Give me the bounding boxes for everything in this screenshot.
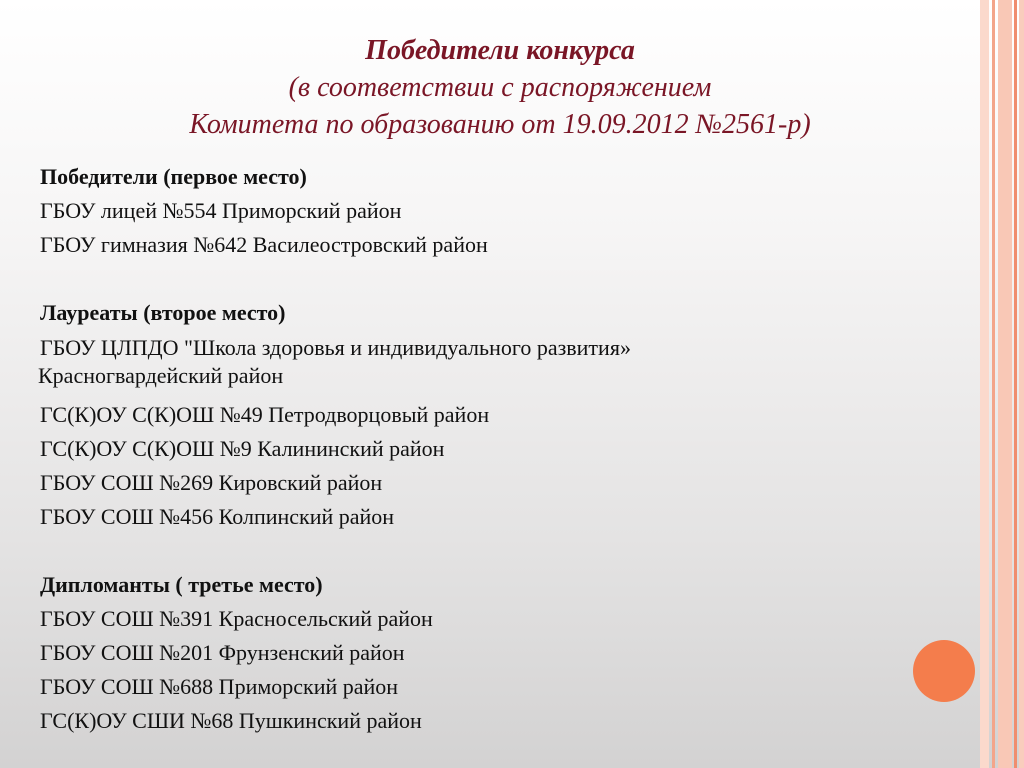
list-item: ГС(К)ОУ СШИ №68 Пушкинский район	[40, 708, 422, 733]
stripe	[998, 0, 1012, 768]
list-item-continuation: Красногвардейский район	[38, 363, 284, 388]
spacer	[40, 534, 900, 568]
list-item: ГБОУ СОШ №201 Фрунзенский район	[40, 640, 405, 665]
list-item: ГБОУ ЦЛПДО "Школа здоровья и индивидуального развития»	[40, 335, 631, 360]
decorative-stripes	[980, 0, 1024, 768]
list-item: ГБОУ СОШ №456 Колпинский район	[40, 504, 395, 529]
title-line-3: Комитета по образованию от 19.09.2012 №2561-р)	[189, 109, 811, 140]
list-item: ГБОУ лицей №554 Приморский район	[40, 198, 402, 223]
list-item: ГС(К)ОУ С(К)ОШ №9 Калининский район	[40, 436, 445, 461]
title-line-1: Победители конкурса	[365, 35, 635, 66]
winners-heading: Победители (первое место)	[40, 164, 307, 189]
list-item: ГБОУ СОШ №269 Кировский район	[40, 470, 383, 495]
laureates-heading: Лауреаты (второе место)	[40, 300, 286, 325]
list-item: ГБОУ СОШ №688 Приморский район	[40, 674, 399, 699]
title-line-2: (в соответствии с распоряжением	[288, 72, 712, 103]
slide-title	[100, 32, 900, 143]
results-list	[40, 160, 900, 738]
decorative-circle	[913, 640, 975, 702]
list-item: ГБОУ гимназия №642 Василеостровский район	[40, 232, 488, 257]
spacer	[40, 262, 900, 296]
diplomas-heading: Дипломанты ( третье место)	[40, 572, 323, 597]
stripe	[992, 0, 995, 768]
stripe	[1014, 0, 1017, 768]
list-item: ГБОУ СОШ №391 Красносельский район	[40, 606, 433, 631]
stripe	[980, 0, 989, 768]
stripe	[1019, 0, 1024, 768]
list-item: ГС(К)ОУ С(К)ОШ №49 Петродворцовый район	[40, 402, 490, 427]
